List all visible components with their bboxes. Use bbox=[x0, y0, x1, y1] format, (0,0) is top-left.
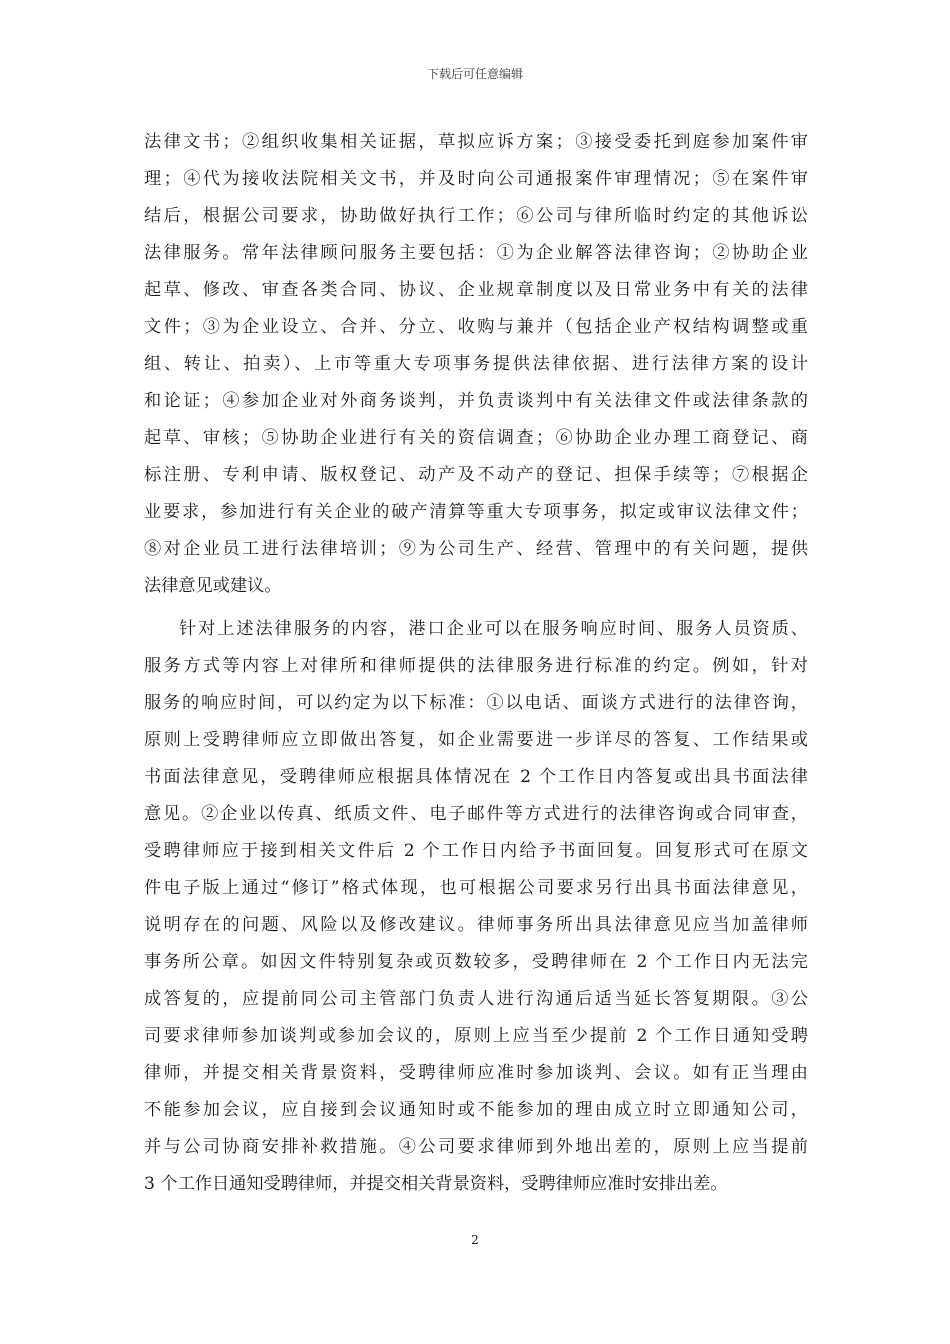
paragraph-2 bbox=[144, 611, 808, 1203]
text-line: 说明存在的问题、风险以及修改建议。律师事务所出具法律意见应当加盖律师 bbox=[144, 915, 808, 935]
text-line: 成答复的，应提前同公司主管部门负责人进行沟通后适当延长答复期限。③公 bbox=[144, 989, 808, 1009]
text-line: 业要求，参加进行有关企业的破产清算等重大专项事务，拟定或审议法律文件； bbox=[144, 502, 808, 522]
body-text bbox=[144, 124, 808, 1203]
text-line: 件电子版上通过“修订”格式体现，也可根据公司要求另行出具书面法律意见， bbox=[144, 878, 808, 898]
text-line: 原则上受聘律师应立即做出答复，如企业需要进一步详尽的答复、工作结果或 bbox=[144, 730, 808, 750]
text-line: 法律文书；②组织收集相关证据，草拟应诉方案；③接受委托到庭参加案件审 bbox=[144, 132, 808, 152]
text-line: 意见。②企业以传真、纸质文件、电子邮件等方式进行的法律咨询或合同审查， bbox=[144, 804, 808, 824]
page-header: 下载后可任意编辑 bbox=[426, 67, 523, 81]
text-line: 不能参加会议，应自接到会议通知时或不能参加的理由成立时立即通知公司， bbox=[144, 1100, 808, 1120]
text-line: 服务方式等内容上对律所和律师提供的法律服务进行标准的约定。例如，针对 bbox=[144, 656, 808, 676]
page-number: 2 bbox=[471, 1233, 479, 1247]
text-line: 事务所公章。如因文件特别复杂或页数较多，受聘律师在 2 个工作日内无法完 bbox=[144, 952, 808, 972]
text-line: 起草、修改、审查各类合同、协议、企业规章制度以及日常业务中有关的法律 bbox=[144, 280, 808, 300]
text-line: 受聘律师应于接到相关文件后 2 个工作日内给予书面回复。回复形式可在原文 bbox=[144, 841, 808, 861]
text-line: 文件；③为企业设立、合并、分立、收购与兼并（包括企业产权结构调整或重 bbox=[144, 317, 808, 337]
text-line: 服务的响应时间，可以约定为以下标准：①以电话、面谈方式进行的法律咨询， bbox=[144, 693, 808, 713]
text-line: 起草、审核；⑤协助企业进行有关的资信调查；⑥协助企业办理工商登记、商 bbox=[144, 428, 808, 448]
text-line: 组、转让、拍卖）、上市等重大专项事务提供法律依据、进行法律方案的设计 bbox=[144, 354, 808, 374]
text-line: 结后，根据公司要求，协助做好执行工作；⑥公司与律所临时约定的其他诉讼 bbox=[144, 206, 808, 226]
text-line: 针对上述法律服务的内容，港口企业可以在服务响应时间、服务人员资质、 bbox=[179, 619, 808, 639]
text-line: 书面法律意见，受聘律师应根据具体情况在 2 个工作日内答复或出具书面法律 bbox=[144, 767, 808, 787]
text-line: 3 个工作日通知受聘律师，并提交相关背景资料，受聘律师应准时安排出差。 bbox=[144, 1174, 728, 1194]
text-line: 理；④代为接收法院相关文书，并及时向公司通报案件审理情况；⑤在案件审 bbox=[144, 169, 808, 189]
text-line: 司要求律师参加谈判或参加会议的，原则上应当至少提前 2 个工作日通知受聘 bbox=[144, 1026, 808, 1046]
text-line: 律师，并提交相关背景资料，受聘律师应准时参加谈判、会议。如有正当理由 bbox=[144, 1063, 808, 1083]
text-line: 法律意见或建议。 bbox=[144, 576, 282, 596]
text-line: 法律服务。常年法律顾问服务主要包括：①为企业解答法律咨询；②协助企业 bbox=[144, 243, 808, 263]
text-line: ⑧对企业员工进行法律培训；⑨为公司生产、经营、管理中的有关问题，提供 bbox=[144, 539, 808, 559]
text-line: 和论证；④参加企业对外商务谈判，并负责谈判中有关法律文件或法律条款的 bbox=[144, 391, 808, 411]
text-line: 标注册、专利申请、版权登记、动产及不动产的登记、担保手续等；⑦根据企 bbox=[144, 465, 808, 485]
paragraph-1 bbox=[144, 124, 808, 605]
text-line: 并与公司协商安排补救措施。④公司要求律师到外地出差的，原则上应当提前 bbox=[144, 1137, 808, 1157]
